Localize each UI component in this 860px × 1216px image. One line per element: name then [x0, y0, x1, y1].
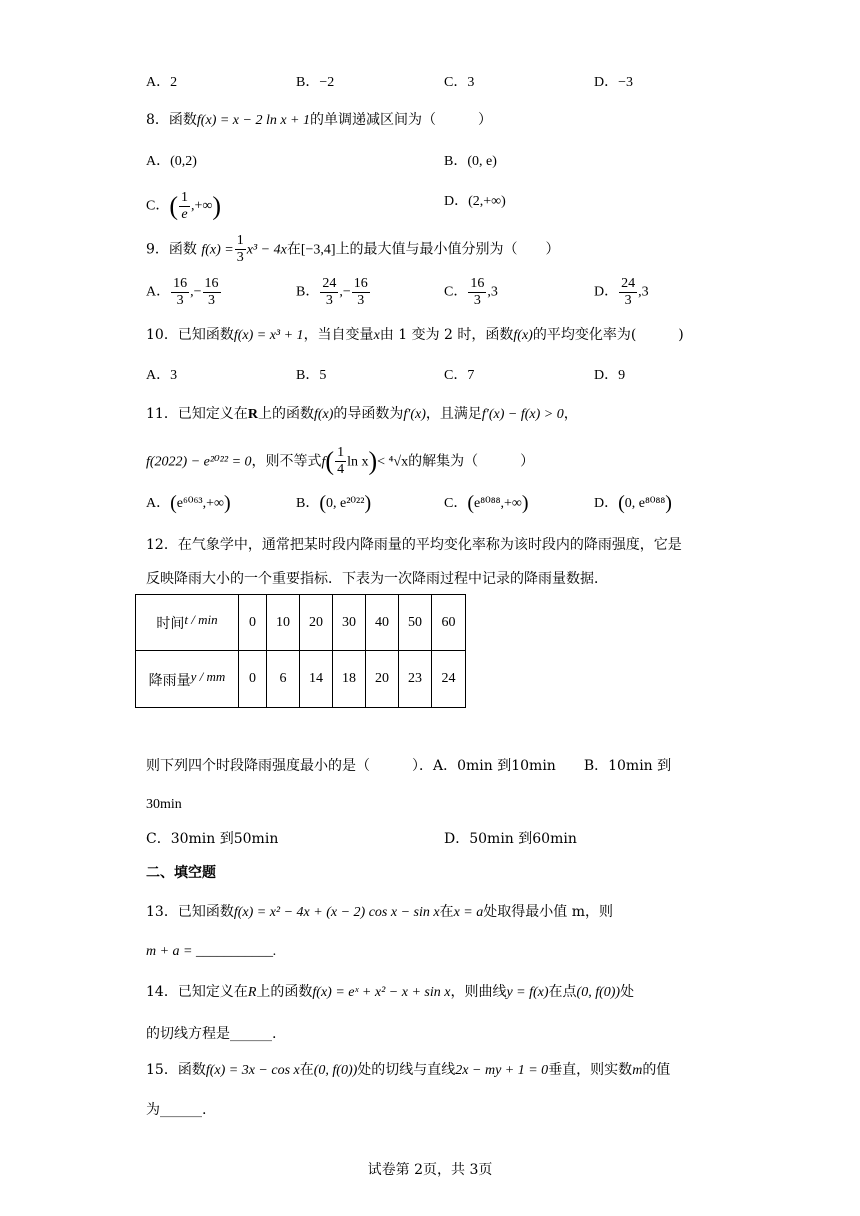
- q11-option-a: A．(e⁶⁰⁶³,+∞): [146, 492, 231, 514]
- q12-option-d: D．50min 到60min: [444, 831, 577, 847]
- q9-option-b: B． $\frac{24}{3}$ ,− $\frac{16}{3}$: [296, 276, 368, 308]
- q10-option-d: D．9: [594, 368, 626, 383]
- q13-answer-blank[interactable]: m + a = ___________.: [146, 944, 277, 959]
- q9-option-c: C． $\frac{16}{3}$ ,3: [444, 276, 498, 308]
- q9-fraction: $\frac{1}{3}$: [236, 233, 244, 265]
- q8-option-a: A．(0,2): [146, 154, 197, 169]
- q11-stem-line1: 11．已知定义在R上的函数f(x)的导函数为f′(x)，且满足f′(x) − f(x) > 0，: [146, 406, 578, 422]
- q7-option-b: B．−2: [296, 75, 335, 90]
- q15-stem: 15．函数f(x) = 3x − cos x在(0, f(0))处的切线与直线2x − my + 1 = 0垂直，则实数m的值: [146, 1062, 671, 1078]
- q12-option-c: C．30min 到50min: [146, 831, 279, 847]
- q11-fraction: $\frac{1}{4}$: [337, 445, 345, 477]
- q15-answer-blank[interactable]: 为______.: [146, 1102, 207, 1118]
- q12-line2: 反映降雨大小的一个重要指标．下表为一次降雨过程中记录的降雨量数据．: [146, 571, 608, 587]
- q10-option-c: C．7: [444, 368, 475, 383]
- table-row-rainfall: 降雨量y / mm 0 6 14 18 20 23 24: [136, 651, 466, 708]
- q13-stem: 13．已知函数f(x) = x² − 4x + (x − 2) cos x − sin x在x = a处取得最小值 m，则: [146, 904, 613, 920]
- table-row-time: 时间t / min 0 10 20 30 40 50 60: [136, 595, 466, 651]
- q8-function: f(x) = x − 2 ln x + 1: [196, 113, 311, 128]
- q10-option-b: B．5: [296, 368, 327, 383]
- q8-stem: 8．函数f(x) = x − 2 ln x + 1的单调递减区间为（ ）: [146, 112, 493, 128]
- q12-question-cont: 30min: [146, 797, 182, 812]
- q11-option-c: C．(e⁸⁰⁸⁸,+∞): [444, 492, 529, 514]
- q8-c-fraction: $\frac{1}{e}$: [181, 190, 189, 222]
- q14-answer-blank[interactable]: 的切线方程是______.: [146, 1026, 277, 1042]
- q7-option-a: A．2: [146, 75, 178, 90]
- q7-option-d: D．−3: [594, 75, 634, 90]
- q7-option-c: C．3: [444, 75, 475, 90]
- table-header-time: 时间t / min: [136, 595, 239, 651]
- q14-stem: 14．已知定义在R上的函数f(x) = eˣ + x² − x + sin x，则曲线y = f(x)在点(0, f(0))处: [146, 984, 635, 1000]
- table-header-rainfall: 降雨量y / mm: [136, 651, 239, 708]
- q8-option-c: C．( $\frac{1}{e}$ ,+∞): [146, 190, 222, 222]
- q10-stem: 10．已知函数f(x) = x³ + 1，当自变量x由 1 变为 2 时，函数f(x)的平均变化率为( ): [146, 327, 684, 343]
- q11-stem-line2: f(2022) − e²⁰²² = 0，则不等式f( $\frac{1}{4}$ ln x)< ⁴√x的解集为（ ）: [146, 445, 535, 477]
- q9-option-a: A． $\frac{16}{3}$ ,− $\frac{16}{3}$: [146, 276, 219, 308]
- q11-option-b: B．(0, e²⁰²²): [296, 492, 372, 514]
- q12-question: 则下列四个时段降雨强度最小的是（ ）．A．0min 到10min B．10min 到: [146, 758, 672, 774]
- q8-option-b: B．(0, e): [444, 154, 497, 169]
- page-footer: 试卷第 2页，共 3页: [367, 1162, 493, 1178]
- q12-line1: 12．在气象学中，通常把某时段内降雨量的平均变化率称为该时段内的降雨强度，它是: [146, 537, 682, 553]
- section-heading-fill-in: 二、填空题: [146, 865, 216, 881]
- rainfall-table: [135, 594, 466, 708]
- q9-stem: 9．函数 f(x) = $\frac{1}{3}$ x³ − 4x在[−3,4]上的最大值与最小值分别为（ ）: [146, 233, 560, 265]
- q11-option-d: D．(0, e⁸⁰⁸⁸): [594, 492, 672, 514]
- q8-option-d: D．(2,+∞): [444, 194, 506, 209]
- q9-option-d: D． $\frac{24}{3}$ ,3: [594, 276, 649, 308]
- q10-option-a: A．3: [146, 368, 178, 383]
